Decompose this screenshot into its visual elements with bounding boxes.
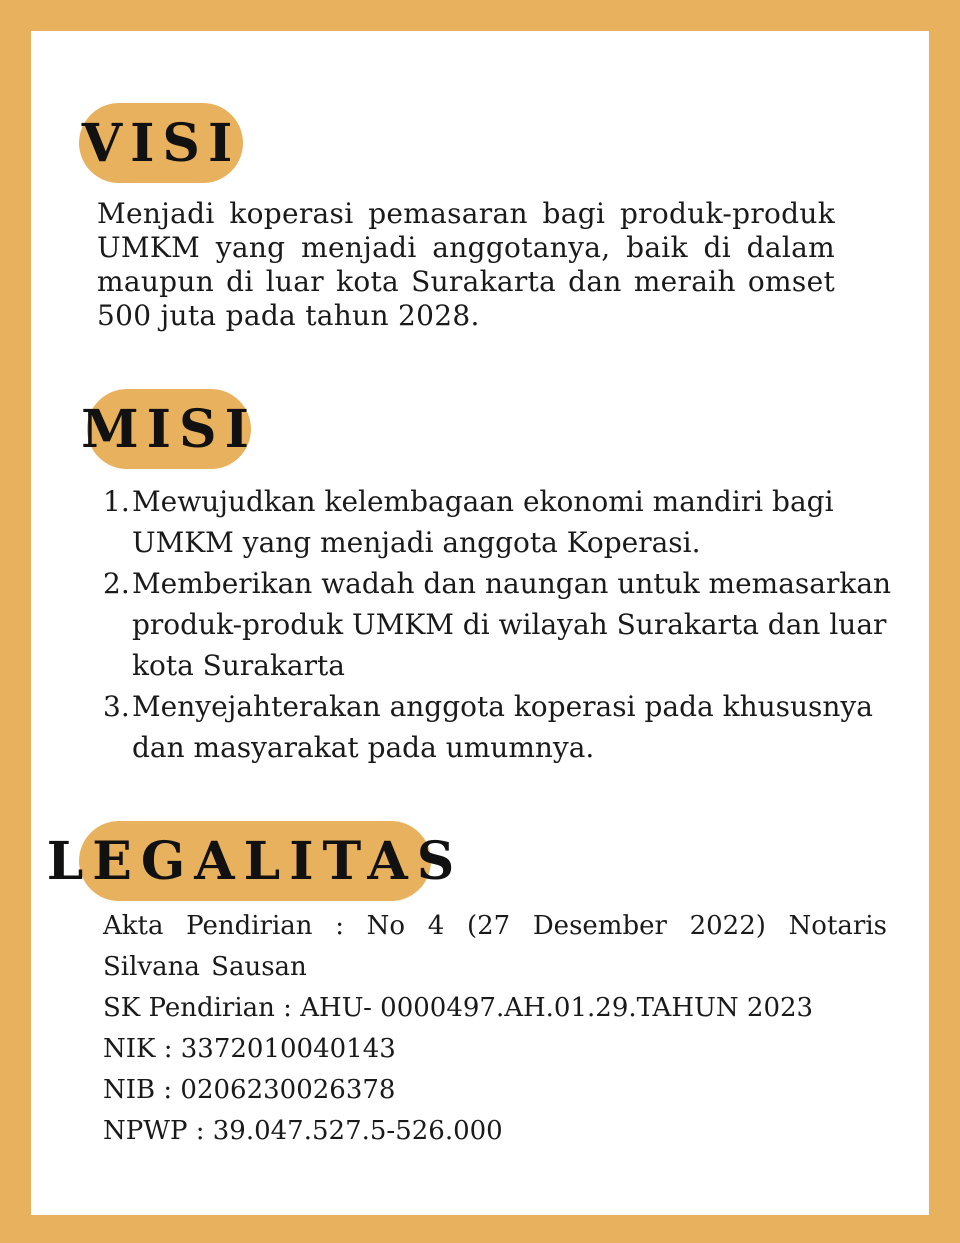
misi-item-3 [103,686,893,768]
misi-item-1 [103,481,893,563]
misi-item-text: Menyejahterakan anggota koperasi pada khususnya dan masyarakat pada umumnya. [132,690,873,764]
misi-heading: MISI [81,398,257,460]
misi-list [103,481,893,768]
misi-item-text: Mewujudkan kelembagaan ekonomi mandiri bagi UMKM yang menjadi anggota Koperasi. [132,485,834,559]
misi-item-text: Memberikan wadah dan naungan untuk memasarkan produk-produk UMKM di wilayah Surakarta dan luar kota Surakarta [132,567,892,682]
nib-number: NIB : 0206230026378 [103,1075,396,1105]
legalitas-heading: LEGALITAS [46,830,464,892]
sk-pendirian: SK Pendirian : AHU- 0000497.AH.01.29.TAHUN 2023 [103,993,814,1023]
document-card [31,31,929,1215]
legalitas-details [103,906,887,1152]
legalitas-heading-badge [46,821,464,901]
nik-number: NIK : 3372010040143 [103,1034,396,1064]
npwp-number: NPWP : 39.047.527.5-526.000 [103,1116,503,1146]
misi-item-number: 3. [103,690,130,723]
visi-heading-badge [79,103,243,183]
misi-item-2 [103,563,893,686]
visi-paragraph: Menjadi koperasi pemasaran bagi produk-produk UMKM yang menjadi anggotanya, baik di dalam maupun di luar kota Surakarta dan meraih omset 500 juta pada tahun 2028. [97,197,835,332]
akta-pendirian: Akta Pendirian : No 4 (27 Desember 2022) Notaris Silvana Sausan [103,911,887,982]
misi-heading-badge [81,389,257,469]
misi-item-number: 1. [103,485,130,518]
visi-heading: VISI [81,112,241,174]
misi-item-number: 2. [103,567,130,600]
